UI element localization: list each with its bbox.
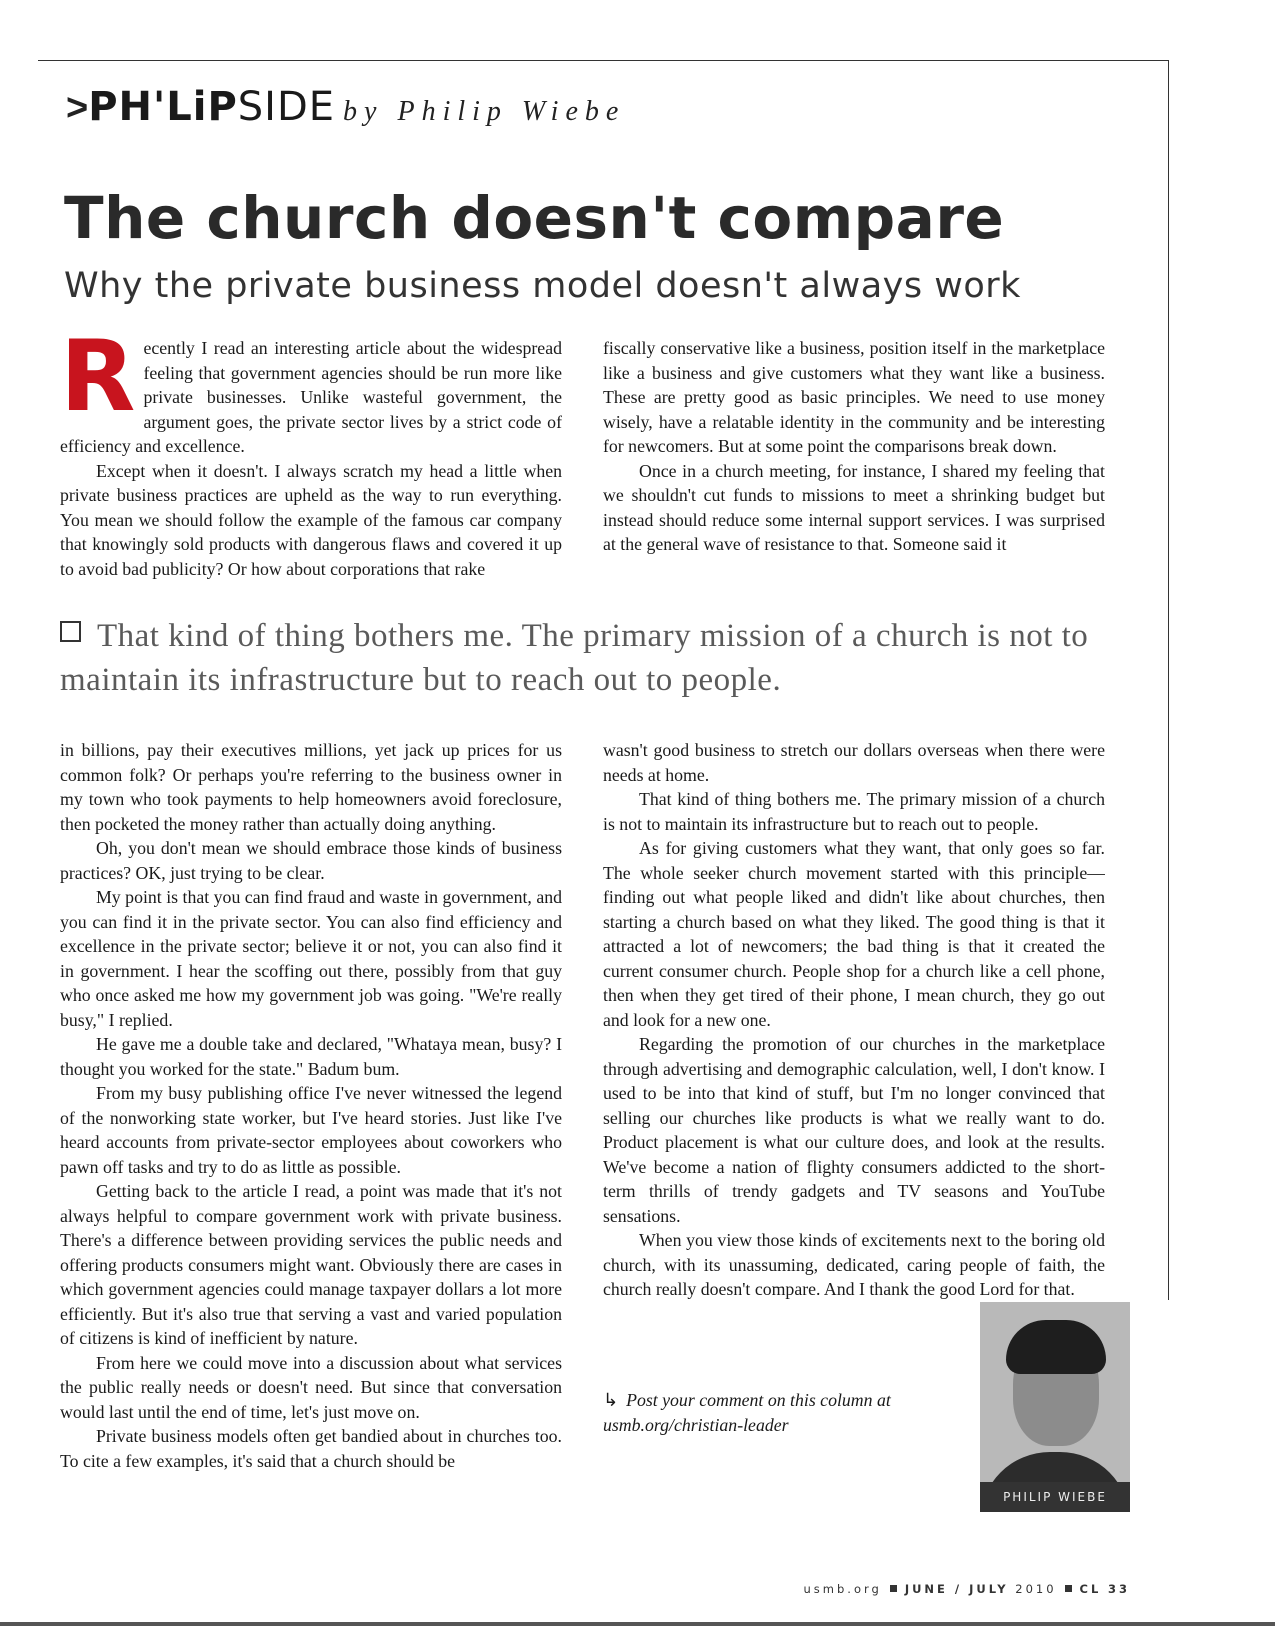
paragraph: From here we could move into a discussion about what services the public really needs or doesn't need. But since that conversation would last until the end of time, let's just move on. — [60, 1352, 562, 1422]
paragraph-text: When you view those kinds of excitements next to the boring old church, with its unassuming, dedicated, caring people of faith, the church really doesn't compare. And I thank the good Lord for that. — [603, 1230, 1105, 1299]
paragraph: Except when it doesn't. I always scratch my head a little when private business practices are upheld as the way to run everything. You mean we should follow the example of the famous car company that knowingly sold products with dangerous flaws and covered it up to avoid bad publicity? Or how about corporations that rake — [60, 460, 562, 579]
headline: The church doesn't compare — [64, 184, 1005, 252]
page-footer — [770, 1582, 1130, 1596]
square-bullet-icon — [60, 621, 81, 642]
pull-quote-text: That kind of thing bothers me. The primary mission of a church is not to maintain its infrastructure but to reach out to people. — [60, 618, 1089, 698]
footer-magazine: CL — [1079, 1582, 1102, 1596]
footer-site: usmb.org — [803, 1582, 882, 1596]
paragraph — [603, 1228, 1105, 1302]
photo-hair — [1006, 1320, 1106, 1374]
paragraph — [60, 336, 562, 459]
paragraph: in billions, pay their executives millions, yet jack up prices for us common folk? Or perhaps you're referring to the business owner in my town who took payments to help homeowners avoid foreclosure, then pocketed the money rather than actually doing anything. — [60, 740, 562, 834]
article-column-bottom-right — [603, 738, 1105, 1350]
author-photo — [980, 1302, 1130, 1512]
article-column-bottom-left — [60, 738, 562, 1498]
paragraph: Regarding the promotion of our churches in the marketplace through advertising and demographic calculation, well, I don't know. I used to be into that kind of stuff, but I'm no longer convinced that selling our churches like products is what we really want to do. Product placement is what our culture does, and look at the results. We've become a nation of flighty consumers addicted to the short-term thrills of trendy gadgets and TV seasons and YouTube sensations. — [603, 1034, 1105, 1226]
page-number: 33 — [1107, 1582, 1130, 1596]
column-header — [66, 84, 625, 144]
footer-year: 2010 — [1015, 1582, 1057, 1596]
paragraph: As for giving customers what they want, that only goes so far. The whole seeker church movement started with this principle—finding out what people liked and didn't like about churches, then starting a church based on what they liked. The good thing is that it attracted a lot of newcomers; the bad thing is that it created the current consumer church. People shop for a church like a cell phone, then when they get tired of their phone, I mean church, they go out and look for a new one. — [603, 838, 1105, 1030]
drop-cap: R — [60, 336, 136, 434]
paragraph: wasn't good business to stretch our dollars overseas when there were needs at home. — [603, 740, 1105, 785]
bottom-rule — [0, 1622, 1275, 1626]
top-rule — [38, 60, 1168, 61]
comment-url[interactable]: usmb.org/christian-leader — [603, 1415, 789, 1435]
subheadline: Why the private business model doesn't always work — [64, 266, 1021, 306]
paragraph: That kind of thing bothers me. The primary mission of a church is not to maintain its infrastructure but to reach out to people. — [603, 789, 1105, 834]
paragraph: Once in a church meeting, for instance, I shared my feeling that we shouldn't cut funds to missions to meet a shrinking budget but instead should reduce some internal support services. I was surprised at the general wave of resistance to that. Someone said it — [603, 460, 1105, 554]
paragraph: Getting back to the article I read, a point was made that it's not always helpful to compare government work with private business. There's a difference between providing services the public needs and offering products consumers might want. Obviously there are cases in which government agencies could manage taxpayer dollars a lot more efficiently. But it's also true that serving a vast and varied population of citizens is kind of inefficient by nature. — [60, 1181, 562, 1348]
column-arrow: > — [66, 87, 89, 129]
paragraph: fiscally conservative like a business, position itself in the marketplace like a business and give customers what they want like a business. These are pretty good as basic principles. We need to use money wisely, have a relatable identity in the community and be interesting for newcomers. But at some point the comparisons break down. — [603, 338, 1105, 456]
square-separator-icon — [1065, 1585, 1072, 1592]
paragraph: He gave me a double take and declared, "Whataya mean, busy? I thought you worked for the state." Badum bum. — [60, 1034, 562, 1079]
article-column-top-right — [603, 336, 1105, 596]
column-name-bold: PH'LiP — [88, 84, 238, 130]
byline: by Philip Wiebe — [343, 96, 626, 127]
paragraph-text: ecently I read an interesting article about the widespread feeling that government agencies should be run more like private businesses. Unlike wasteful government, the argument goes, the private sector lives by a strict code of efficiency and excellence. — [60, 338, 562, 456]
comment-callout — [603, 1388, 963, 1438]
column-name-light: SIDE — [237, 84, 336, 130]
mouse-pointer-icon: ↳ — [603, 1390, 619, 1411]
paragraph: My point is that you can find fraud and waste in government, and you can find it in the private sector. You can also find efficiency and excellence in the private sector; believe it or not, you can also find it in government. I hear the scoffing out there, possibly from that guy who once asked me how my government job was going. "We're really busy," I replied. — [60, 887, 562, 1030]
paragraph: Private business models often get bandied about in churches too. To cite a few examples, it's said that a church should be — [60, 1426, 562, 1471]
footer-issue: JUNE / JULY — [904, 1582, 1009, 1596]
photo-caption: PHILIP WIEBE — [980, 1482, 1130, 1512]
right-rule — [1168, 60, 1169, 1300]
comment-prompt: Post your comment on this column at — [626, 1390, 891, 1410]
article-column-top-left — [60, 336, 562, 596]
square-separator-icon — [890, 1585, 897, 1592]
pull-quote — [60, 614, 1120, 702]
paragraph: From my busy publishing office I've never witnessed the legend of the nonworking state worker, but I've heard stories. Just like I've heard accounts from private-sector employees about coworkers who pawn off tasks and try to do as little as possible. — [60, 1083, 562, 1177]
paragraph: Oh, you don't mean we should embrace those kinds of business practices? OK, just trying to be clear. — [60, 838, 562, 883]
